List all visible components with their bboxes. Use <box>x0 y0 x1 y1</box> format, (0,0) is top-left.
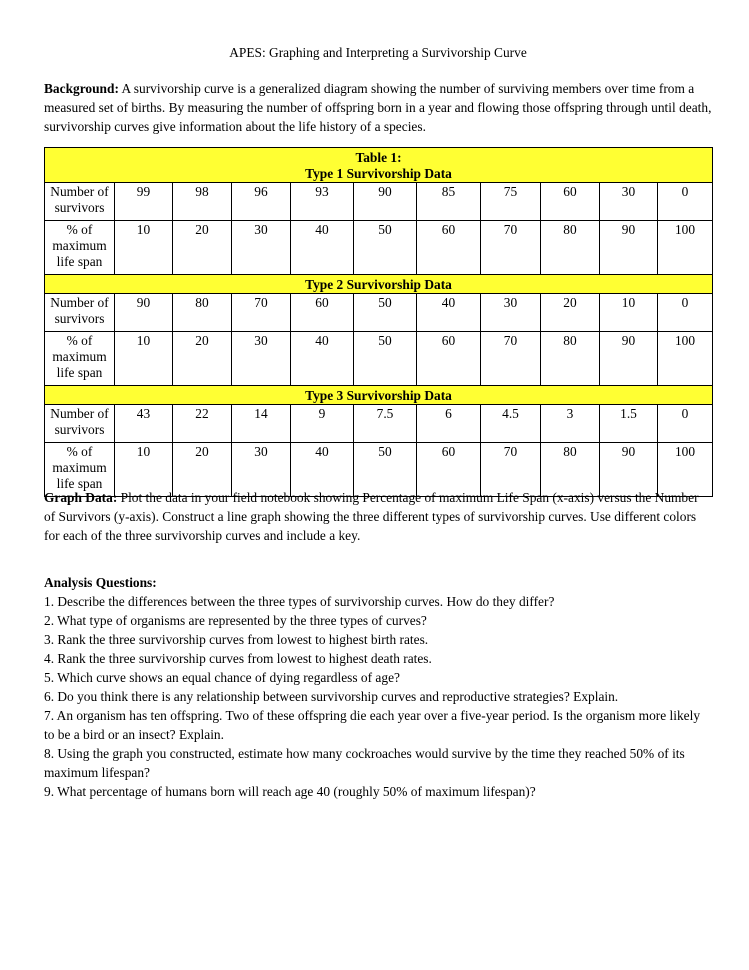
table-caption: Table 1: <box>355 150 402 165</box>
life-span-cell: 60 <box>417 221 481 275</box>
life-span-cell: 100 <box>658 443 713 497</box>
survivors-cell: 98 <box>173 183 232 221</box>
survivors-row <box>45 183 713 221</box>
analysis-question: 8. Using the graph you constructed, estimate how many cockroaches would survive by the time they reached 50% of its maximum lifespan? <box>44 746 685 780</box>
survivors-cell: 50 <box>354 294 417 332</box>
graph-instructions <box>44 488 712 545</box>
life-span-cell: 100 <box>658 332 713 386</box>
life-span-cell: 80 <box>541 332 600 386</box>
survivors-cell: 60 <box>541 183 600 221</box>
analysis-question: 7. An organism has ten offspring. Two of these offspring die each year over a five-year period. Is the organism more likely to be a bird or an insect? Explain. <box>44 708 701 742</box>
row-label-life-span: % of maximum life span <box>45 443 115 497</box>
survivors-cell: 14 <box>232 405 291 443</box>
life-span-cell: 70 <box>481 443 541 497</box>
life-span-row <box>45 221 713 275</box>
section-heading-text: Type 3 Survivorship Data <box>305 388 452 403</box>
life-span-cell: 10 <box>115 443 173 497</box>
life-span-cell: 70 <box>481 332 541 386</box>
row-label-life-span: % of maximum life span <box>45 332 115 386</box>
life-span-row <box>45 332 713 386</box>
row-label-survivors: Number of survivors <box>45 294 115 332</box>
life-span-cell: 60 <box>417 332 481 386</box>
row-label-life-span: % of maximum life span <box>45 221 115 275</box>
survivors-cell: 22 <box>173 405 232 443</box>
life-span-cell: 20 <box>173 332 232 386</box>
section-heading-row <box>45 148 713 183</box>
survivors-cell: 6 <box>417 405 481 443</box>
life-span-cell: 90 <box>600 221 658 275</box>
section-heading <box>45 275 713 294</box>
section-heading-row <box>45 275 713 294</box>
analysis-question: 3. Rank the three survivorship curves from lowest to highest birth rates. <box>44 632 429 647</box>
analysis-question: 9. What percentage of humans born will reach age 40 (roughly 50% of maximum lifespan)? <box>44 784 536 799</box>
survivors-cell: 93 <box>291 183 354 221</box>
section-heading-text: Type 1 Survivorship Data <box>305 166 452 181</box>
graph-label: Graph Data: <box>44 490 118 505</box>
survivors-row <box>45 405 713 443</box>
survivors-cell: 9 <box>291 405 354 443</box>
life-span-cell: 70 <box>481 221 541 275</box>
background-label: Background: <box>44 81 119 96</box>
survivors-cell: 90 <box>354 183 417 221</box>
survivors-cell: 7.5 <box>354 405 417 443</box>
survivors-cell: 85 <box>417 183 481 221</box>
survivors-cell: 10 <box>600 294 658 332</box>
life-span-cell: 80 <box>541 221 600 275</box>
analysis-question: 1. Describe the differences between the three types of survivorship curves. How do they differ? <box>44 594 555 609</box>
life-span-cell: 50 <box>354 221 417 275</box>
life-span-cell: 10 <box>115 221 173 275</box>
survivors-cell: 96 <box>232 183 291 221</box>
life-span-cell: 40 <box>291 221 354 275</box>
analysis-question: 2. What type of organisms are represented by the three types of curves? <box>44 613 427 628</box>
page-title: APES: Graphing and Interpreting a Survivorship Curve <box>229 45 527 60</box>
survivors-cell: 0 <box>658 405 713 443</box>
section-heading <box>45 386 713 405</box>
survivors-cell: 0 <box>658 183 713 221</box>
life-span-cell: 100 <box>658 221 713 275</box>
life-span-cell: 90 <box>600 443 658 497</box>
survivors-cell: 3 <box>541 405 600 443</box>
survivors-cell: 30 <box>481 294 541 332</box>
section-heading-text: Type 2 Survivorship Data <box>305 277 452 292</box>
survivors-cell: 40 <box>417 294 481 332</box>
life-span-cell: 30 <box>232 221 291 275</box>
life-span-cell: 20 <box>173 221 232 275</box>
row-label-survivors: Number of survivors <box>45 183 115 221</box>
survivors-cell: 20 <box>541 294 600 332</box>
survivors-cell: 99 <box>115 183 173 221</box>
analysis-question: 6. Do you think there is any relationship between survivorship curves and reproductive strategies? Explain. <box>44 689 619 704</box>
row-label-survivors: Number of survivors <box>45 405 115 443</box>
survivors-cell: 75 <box>481 183 541 221</box>
analysis-questions <box>44 573 712 801</box>
survivors-cell: 43 <box>115 405 173 443</box>
survivors-cell: 60 <box>291 294 354 332</box>
life-span-cell: 20 <box>173 443 232 497</box>
survivors-cell: 30 <box>600 183 658 221</box>
life-span-cell: 40 <box>291 443 354 497</box>
section-heading <box>45 148 713 183</box>
survivors-row <box>45 294 713 332</box>
life-span-cell: 90 <box>600 332 658 386</box>
survivors-cell: 80 <box>173 294 232 332</box>
life-span-cell: 30 <box>232 443 291 497</box>
survivors-cell: 90 <box>115 294 173 332</box>
life-span-cell: 50 <box>354 332 417 386</box>
survivors-cell: 0 <box>658 294 713 332</box>
life-span-cell: 40 <box>291 332 354 386</box>
analysis-question: 5. Which curve shows an equal chance of dying regardless of age? <box>44 670 400 685</box>
survivorship-table <box>44 147 713 497</box>
life-span-cell: 30 <box>232 332 291 386</box>
life-span-cell: 10 <box>115 332 173 386</box>
background-paragraph <box>44 79 712 136</box>
survivors-cell: 4.5 <box>481 405 541 443</box>
analysis-label: Analysis Questions: <box>44 575 157 590</box>
life-span-cell: 80 <box>541 443 600 497</box>
background-text: A survivorship curve is a generalized diagram showing the number of surviving members over time from a measured set of births. By measuring the number of offspring born in a year and flowing those offspring through until death, survivorship curves give information about the life history of a species. <box>44 81 712 134</box>
section-heading-row <box>45 386 713 405</box>
life-span-cell: 60 <box>417 443 481 497</box>
survivors-cell: 1.5 <box>600 405 658 443</box>
life-span-cell: 50 <box>354 443 417 497</box>
question-list <box>44 592 712 801</box>
analysis-question: 4. Rank the three survivorship curves from lowest to highest death rates. <box>44 651 432 666</box>
survivors-cell: 70 <box>232 294 291 332</box>
graph-text: Plot the data in your field notebook showing Percentage of maximum Life Span (x-axis) versus the Number of Survivors (y-axis). Construct a line graph showing the three different types of survivorship curves. Use different colors for each of the three survivorship curves and include a key. <box>44 490 699 543</box>
